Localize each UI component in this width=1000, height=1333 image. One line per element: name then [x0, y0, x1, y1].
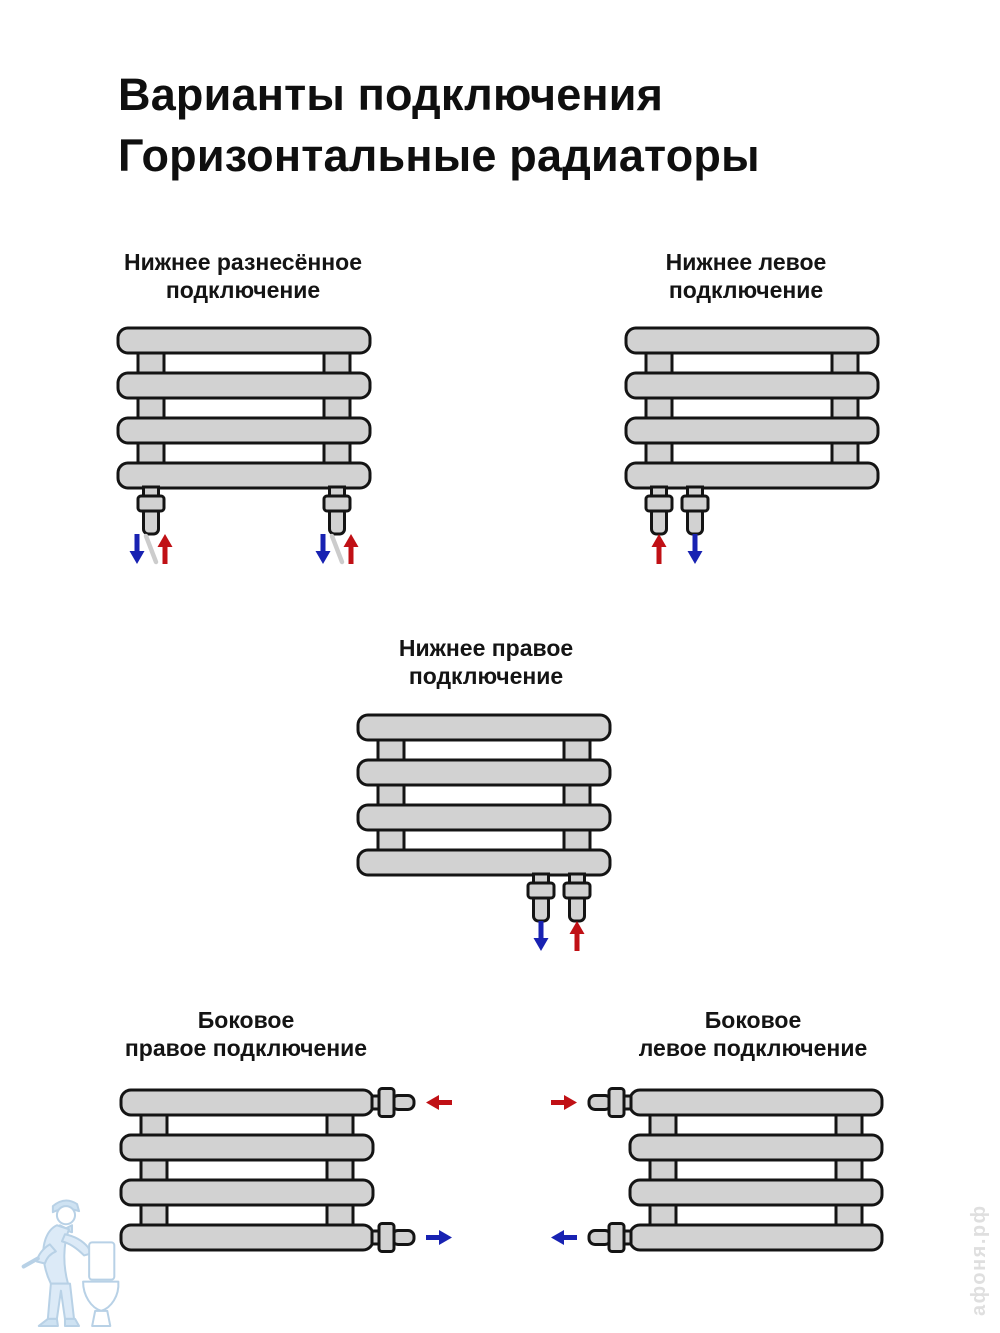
flow-arrows [130, 534, 359, 564]
caption-line: Нижнее разнесённое [123, 249, 363, 275]
flow-arrows [534, 921, 585, 951]
radiator-body [121, 1090, 373, 1250]
caption-line: левое подключение [638, 1035, 868, 1061]
valves [646, 487, 708, 534]
radiator-illustration-side-left [505, 1068, 915, 1272]
flow-arrows [652, 534, 703, 564]
caption-bottom-right-connection [316, 634, 656, 690]
valves [528, 874, 590, 921]
caption-line: правое подключение [124, 1035, 368, 1061]
radiator-body [358, 715, 610, 875]
caption-line: Боковое [197, 1007, 295, 1033]
radiator-body [626, 328, 878, 488]
radiator-body [630, 1090, 882, 1250]
valves [372, 1089, 414, 1252]
caption-side-right-connection [76, 1006, 416, 1062]
watermark-brand-text: афоня.рф [968, 1204, 990, 1317]
valves [138, 487, 350, 534]
radiator-illustration-bottom-right [320, 703, 660, 977]
page-title [118, 64, 760, 186]
caption-line: Нижнее правое [398, 635, 574, 661]
caption-line: подключение [408, 663, 564, 689]
plumber-with-toilet-icon [4, 1192, 136, 1333]
page-title-line2: Горизонтальные радиаторы [118, 130, 760, 181]
radiator-illustration-bottom-spread [80, 316, 420, 590]
radiator-illustration-side-right [85, 1068, 495, 1272]
caption-line: Нижнее левое [665, 249, 827, 275]
caption-bottom-spread-connection [73, 248, 413, 304]
caption-line: подключение [165, 277, 321, 303]
caption-line: подключение [668, 277, 824, 303]
page-title-line1: Варианты подключения [118, 69, 664, 120]
radiator-body [118, 328, 370, 488]
radiator-illustration-bottom-left [588, 316, 928, 590]
flow-arrows [551, 1095, 577, 1245]
valves [589, 1089, 631, 1252]
caption-line: Боковое [704, 1007, 802, 1033]
flow-arrows [426, 1095, 452, 1245]
caption-bottom-left-connection [576, 248, 916, 304]
caption-side-left-connection [583, 1006, 923, 1062]
